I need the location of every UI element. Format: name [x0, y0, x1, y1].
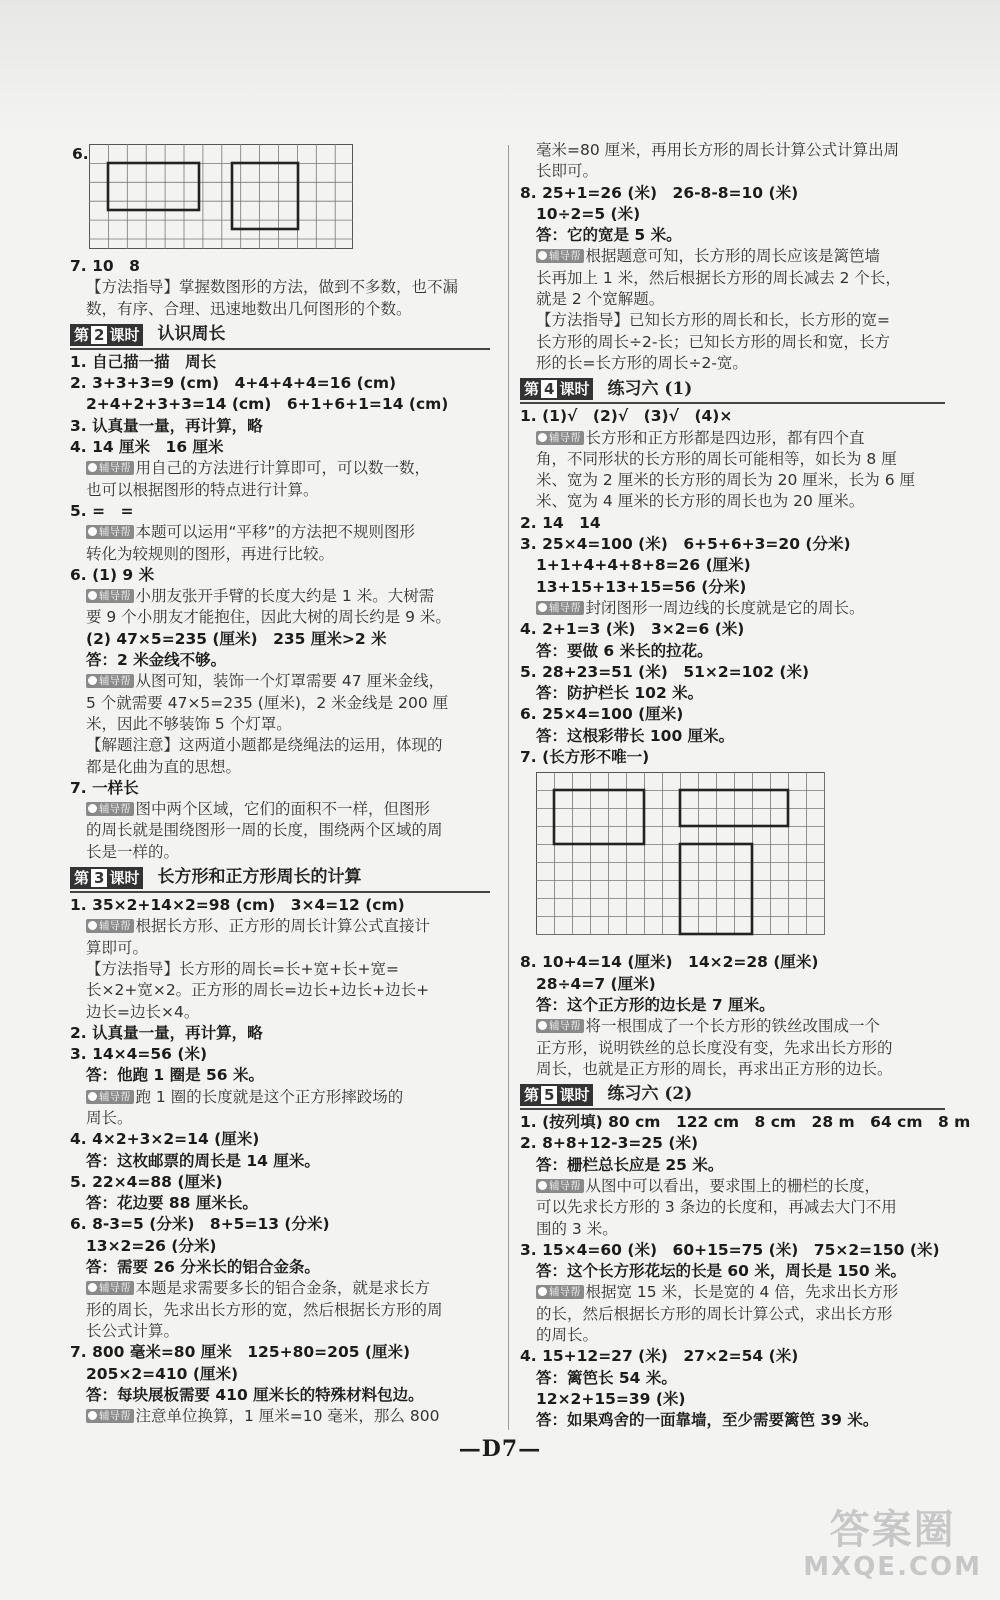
page-header-band	[0, 0, 1000, 130]
answer-line: 1. (按列填) 80 cm 122 cm 8 cm 28 m 64 cm 8 m	[520, 1113, 971, 1132]
column-divider	[508, 145, 509, 1430]
answer-line: (2) 47×5=235 (厘米) 235 厘米>2 米	[86, 629, 387, 648]
answer-line: 4. 2+1=3 (米) 3×2=6 (米)	[520, 620, 745, 639]
helper-note: 长公式计算。	[86, 1321, 180, 1340]
q7-rectangle-3	[680, 844, 752, 934]
answer-line: 2. 认真量一量，再计算，略	[70, 1023, 263, 1042]
answer-line: 2. 3+3+3=9 (cm) 4+4+4+4=16 (cm)	[70, 374, 397, 393]
answer-line: 答：篱笆长 54 米。	[536, 1368, 677, 1387]
helper-badge-icon: 辅导帮	[536, 1285, 584, 1299]
helper-badge-icon: 辅导帮	[536, 249, 584, 263]
helper-note: 辅导帮 小朋友张开手臂的长度大约是 1 米。大树需	[70, 586, 490, 607]
answer-line: 答：需要 26 分米长的铝合金条。	[86, 1258, 320, 1277]
helper-note: 要 9 个小朋友才能抱住，因此大树的周长约是 9 米。	[86, 608, 451, 627]
helper-badge-icon: 辅导帮	[86, 1281, 134, 1295]
answer-line: 10÷2=5 (米)	[536, 204, 641, 223]
answer-line: 6. 25×4=100 (厘米)	[520, 705, 684, 724]
q6-label: 6.	[72, 145, 89, 163]
section-header-lesson-3	[70, 865, 490, 893]
helper-note: 【方法指导】已知长方形的周长和长，长方形的宽=	[536, 311, 890, 330]
helper-note: 辅导帮 根据宽 15 米，长是宽的 4 倍，先求出长方形	[520, 1282, 945, 1303]
helper-note: 辅导帮 本题可以运用“平移”的方法把不规则图形	[70, 522, 490, 543]
answer-line: 答：他跑 1 圈是 56 米。	[86, 1066, 264, 1085]
helper-note: 就是 2 个宽解题。	[536, 290, 665, 309]
helper-note: 毫米=80 厘米，再用长方形的周长计算公式计算出周	[536, 141, 900, 159]
helper-note: 正方形，说明铁丝的总长度没有变，先求出长方形的	[536, 1038, 893, 1057]
helper-badge-icon: 辅导帮	[86, 525, 134, 539]
section-header-lesson-2	[70, 322, 490, 350]
answer-line: 4. 15+12=27 (米) 27×2=54 (米)	[520, 1347, 799, 1366]
helper-note: 算即可。	[86, 938, 149, 957]
helper-note: 的长，然后根据长方形的周长计算公式，求出长方形	[536, 1304, 893, 1323]
helper-note: 米，因此不够装饰 5 个灯罩。	[86, 714, 292, 733]
helper-note: 米、宽为 4 厘米的长方形的周长也为 20 厘米。	[536, 492, 865, 511]
section-header-lesson-5	[520, 1082, 945, 1110]
lesson-tag: 第 4 课时	[520, 378, 593, 400]
answer-line: 1. 自己描一描 周长	[70, 352, 217, 371]
page-number: —D7—	[458, 1436, 542, 1462]
answer-line: 2. 14 14	[520, 513, 601, 532]
helper-note: 辅导帮 用自己的方法进行计算即可，可以数一数，	[70, 458, 490, 479]
answer-line: 答：2 米金线不够。	[86, 651, 227, 670]
helper-note: 长×2+宽×2。正方形的周长=边长+边长+边长+	[86, 981, 430, 1000]
answer-line: 13+15+13+15=56 (分米)	[536, 577, 747, 596]
q7-grid-figure	[536, 772, 945, 948]
helper-note: 周长。	[86, 1108, 133, 1127]
helper-note: 辅导帮 长方形和正方形都是四边形，都有四个直	[520, 428, 945, 449]
helper-badge-icon: 辅导帮	[536, 431, 584, 445]
answer-line: 205×2=410 (厘米)	[86, 1364, 239, 1383]
q6-grid-svg	[89, 144, 379, 252]
answer-line: 4. 14 厘米 16 厘米	[70, 438, 224, 457]
helper-badge-icon: 辅导帮	[86, 1090, 134, 1104]
answer-line: 5. 22×4=88 (厘米)	[70, 1172, 223, 1191]
answer-line: 2. 8+8+12-3=25 (米)	[520, 1134, 699, 1153]
left-column	[70, 140, 490, 1427]
helper-badge-icon: 辅导帮	[86, 919, 134, 933]
helper-note: 米、宽为 2 厘米的长方形的周长为 20 厘米，长为 6 厘	[536, 471, 916, 490]
answer-line: 答：这个正方形的边长是 7 厘米。	[536, 995, 775, 1014]
helper-note: 辅导帮 根据长方形、正方形的周长计算公式直接计	[70, 916, 490, 937]
section-title: 练习六 (1)	[607, 378, 693, 399]
helper-note: 长方形的周长÷2-长；已知长方形的周长和宽，长方	[536, 332, 890, 351]
helper-note: 【解题注意】这两道小题都是绕绳法的运用，体现的	[86, 736, 443, 755]
q6-square-2	[232, 163, 298, 229]
answer-line: 5. = =	[70, 501, 134, 520]
helper-note: 都是化曲为直的思想。	[86, 757, 242, 776]
helper-note: 辅导帮 从图中可以看出，要求围上的栅栏的长度，	[520, 1176, 945, 1197]
answer-line: 答：花边要 88 厘米长。	[86, 1194, 258, 1213]
answer-line: 答：每块展板需要 410 厘米长的特殊材料包边。	[86, 1385, 424, 1404]
answer-line: 8. 25+1=26 (米) 26-8-8=10 (米)	[520, 183, 799, 202]
helper-note: 辅导帮 根据题意可知，长方形的周长应该是篱笆墙	[520, 246, 945, 267]
q7-rectangle-2	[680, 790, 788, 826]
q6-grid-figure	[70, 144, 490, 252]
helper-badge-icon: 辅导帮	[86, 589, 134, 603]
helper-note: 辅导帮 将一根围成了一个长方形的铁丝改围成一个	[520, 1016, 945, 1037]
helper-note: 角，不同形状的长方形的周长可能相等，如长为 8 厘	[536, 449, 897, 468]
section-title: 长方形和正方形周长的计算	[157, 867, 362, 888]
lesson-tag: 第 5 课时	[520, 1084, 593, 1106]
helper-note: 的周长。	[536, 1326, 599, 1345]
answer-line: 3. 认真量一量，再计算，略	[70, 416, 263, 435]
helper-badge-icon: 辅导帮	[86, 674, 134, 688]
helper-note: 长即可。	[536, 162, 599, 181]
answer-line: 6. 8-3=5 (分米) 8+5=13 (分米)	[70, 1215, 330, 1234]
answer-line: 答：它的宽是 5 米。	[536, 226, 682, 245]
lesson-tag: 第 2 课时	[70, 324, 143, 346]
helper-badge-icon: 辅导帮	[86, 461, 134, 475]
answer-line: 答：这枚邮票的周长是 14 厘米。	[86, 1151, 320, 1170]
helper-badge-icon: 辅导帮	[536, 601, 584, 615]
answer-line: 3. 25×4=100 (米) 6+5+6+3=20 (分米)	[520, 535, 851, 554]
helper-badge-icon: 辅导帮	[536, 1019, 584, 1033]
lesson-tag: 第 3 课时	[70, 867, 143, 889]
answer-line: 1. (1)√ (2)√ (3)√ (4)×	[520, 407, 733, 426]
helper-note: 长再加上 1 米，然后根据长方形的周长减去 2 个长，	[536, 268, 901, 287]
q7-rectangle-1	[554, 790, 644, 844]
helper-note: 辅导帮 图中两个区域，它们的面积不一样，但图形	[70, 799, 490, 820]
q7-note: 【方法指导】掌握数图形的方法，做到不多数，也不漏	[86, 278, 459, 297]
q7-note: 数，有序、合理、迅速地数出几何图形的个数。	[86, 299, 412, 318]
helper-note: 辅导帮 注意单位换算，1 厘米=10 毫米，那么 800	[70, 1406, 490, 1427]
section-title: 练习六 (2)	[607, 1084, 693, 1105]
helper-note: 周长，也就是正方形的周长，再求出正方形的边长。	[536, 1059, 893, 1078]
helper-note: 转化为较规则的图形，再进行比较。	[86, 544, 335, 563]
answer-line: 13×2=26 (分米)	[86, 1236, 217, 1255]
answer-line: 1. 35×2+14×2=98 (cm) 3×4=12 (cm)	[70, 896, 405, 915]
helper-note: 边长=边长×4。	[86, 1002, 200, 1021]
helper-note: 长是一样的。	[86, 842, 180, 861]
answer-line: 8. 10+4=14 (厘米) 14×2=28 (厘米)	[520, 953, 819, 972]
helper-note: 辅导帮 从图可知，装饰一个灯罩需要 47 厘米金线，	[70, 671, 490, 692]
helper-note: 也可以根据图形的特点进行计算。	[86, 480, 319, 499]
answer-line: 2+4+2+3+3=14 (cm) 6+1+6+1=14 (cm)	[86, 395, 449, 414]
helper-badge-icon: 辅导帮	[86, 802, 134, 816]
q7-grid-svg	[536, 772, 832, 944]
helper-note: 围的 3 米。	[536, 1219, 618, 1238]
helper-note: 形的周长，先求出长方形的宽，然后根据长方形的周	[86, 1300, 443, 1319]
answer-line: 7. 一样长	[70, 778, 139, 797]
answer-line: 4. 4×2+3×2=14 (厘米)	[70, 1130, 260, 1149]
answer-line: 3. 15×4=60 (米) 60+15=75 (米) 75×2=150 (米)	[520, 1240, 940, 1259]
answer-line: 答：栅栏总长应是 25 米。	[536, 1155, 724, 1174]
helper-badge-icon: 辅导帮	[536, 1179, 584, 1193]
answer-line: 28÷4=7 (厘米)	[536, 974, 656, 993]
answer-line: 6. (1) 9 米	[70, 565, 155, 584]
answer-line: 1+1+4+4+8+8=26 (厘米)	[536, 556, 751, 575]
section-title: 认识周长	[157, 324, 226, 345]
q7-answer: 7. 10 8	[70, 257, 140, 275]
helper-note: 可以先求长方形的 3 条边的长度和，再减去大门不用	[536, 1198, 897, 1217]
helper-note: 辅导帮 本题是求需要多长的铝合金条，就是求长方	[70, 1278, 490, 1299]
answer-line: 答：防护栏长 102 米。	[536, 684, 704, 703]
helper-note: 形的长=长方形的周长÷2-宽。	[536, 353, 748, 372]
watermark-logo: 答案圈 MXQE.COM	[803, 1507, 982, 1582]
answer-line: 答：这个长方形花坛的长是 60 米，周长是 150 米。	[536, 1262, 907, 1281]
helper-note: 辅导帮 跑 1 圈的长度就是这个正方形摔跤场的	[70, 1087, 490, 1108]
section-header-lesson-4	[520, 376, 945, 404]
right-column	[520, 140, 971, 1432]
answer-line: 7. (长方形不唯一)	[520, 748, 650, 767]
helper-note: 5 个就需要 47×5=235 (厘米)，2 米金线是 200 厘	[86, 693, 449, 712]
answer-line: 答：这根彩带长 100 厘米。	[536, 726, 735, 745]
answer-line: 5. 28+23=51 (米) 51×2=102 (米)	[520, 662, 810, 681]
helper-note: 的周长就是围绕图形一周的长度，围绕两个区域的周	[86, 821, 443, 840]
answer-line: 答：要做 6 米长的拉花。	[536, 641, 713, 660]
answer-line: 3. 14×4=56 (米)	[70, 1045, 208, 1064]
helper-badge-icon: 辅导帮	[86, 1409, 134, 1423]
q6-rectangle-1	[108, 163, 199, 210]
answer-line: 7. 800 毫米=80 厘米 125+80=205 (厘米)	[70, 1343, 411, 1362]
helper-note: 【方法指导】长方形的周长=长+宽+长+宽=	[86, 959, 399, 978]
helper-note: 辅导帮 封闭图形一周边线的长度就是它的周长。	[520, 598, 945, 619]
answer-line: 答：如果鸡舍的一面靠墙，至少需要篱笆 39 米。	[536, 1411, 879, 1430]
answer-line: 12×2+15=39 (米)	[536, 1389, 686, 1408]
